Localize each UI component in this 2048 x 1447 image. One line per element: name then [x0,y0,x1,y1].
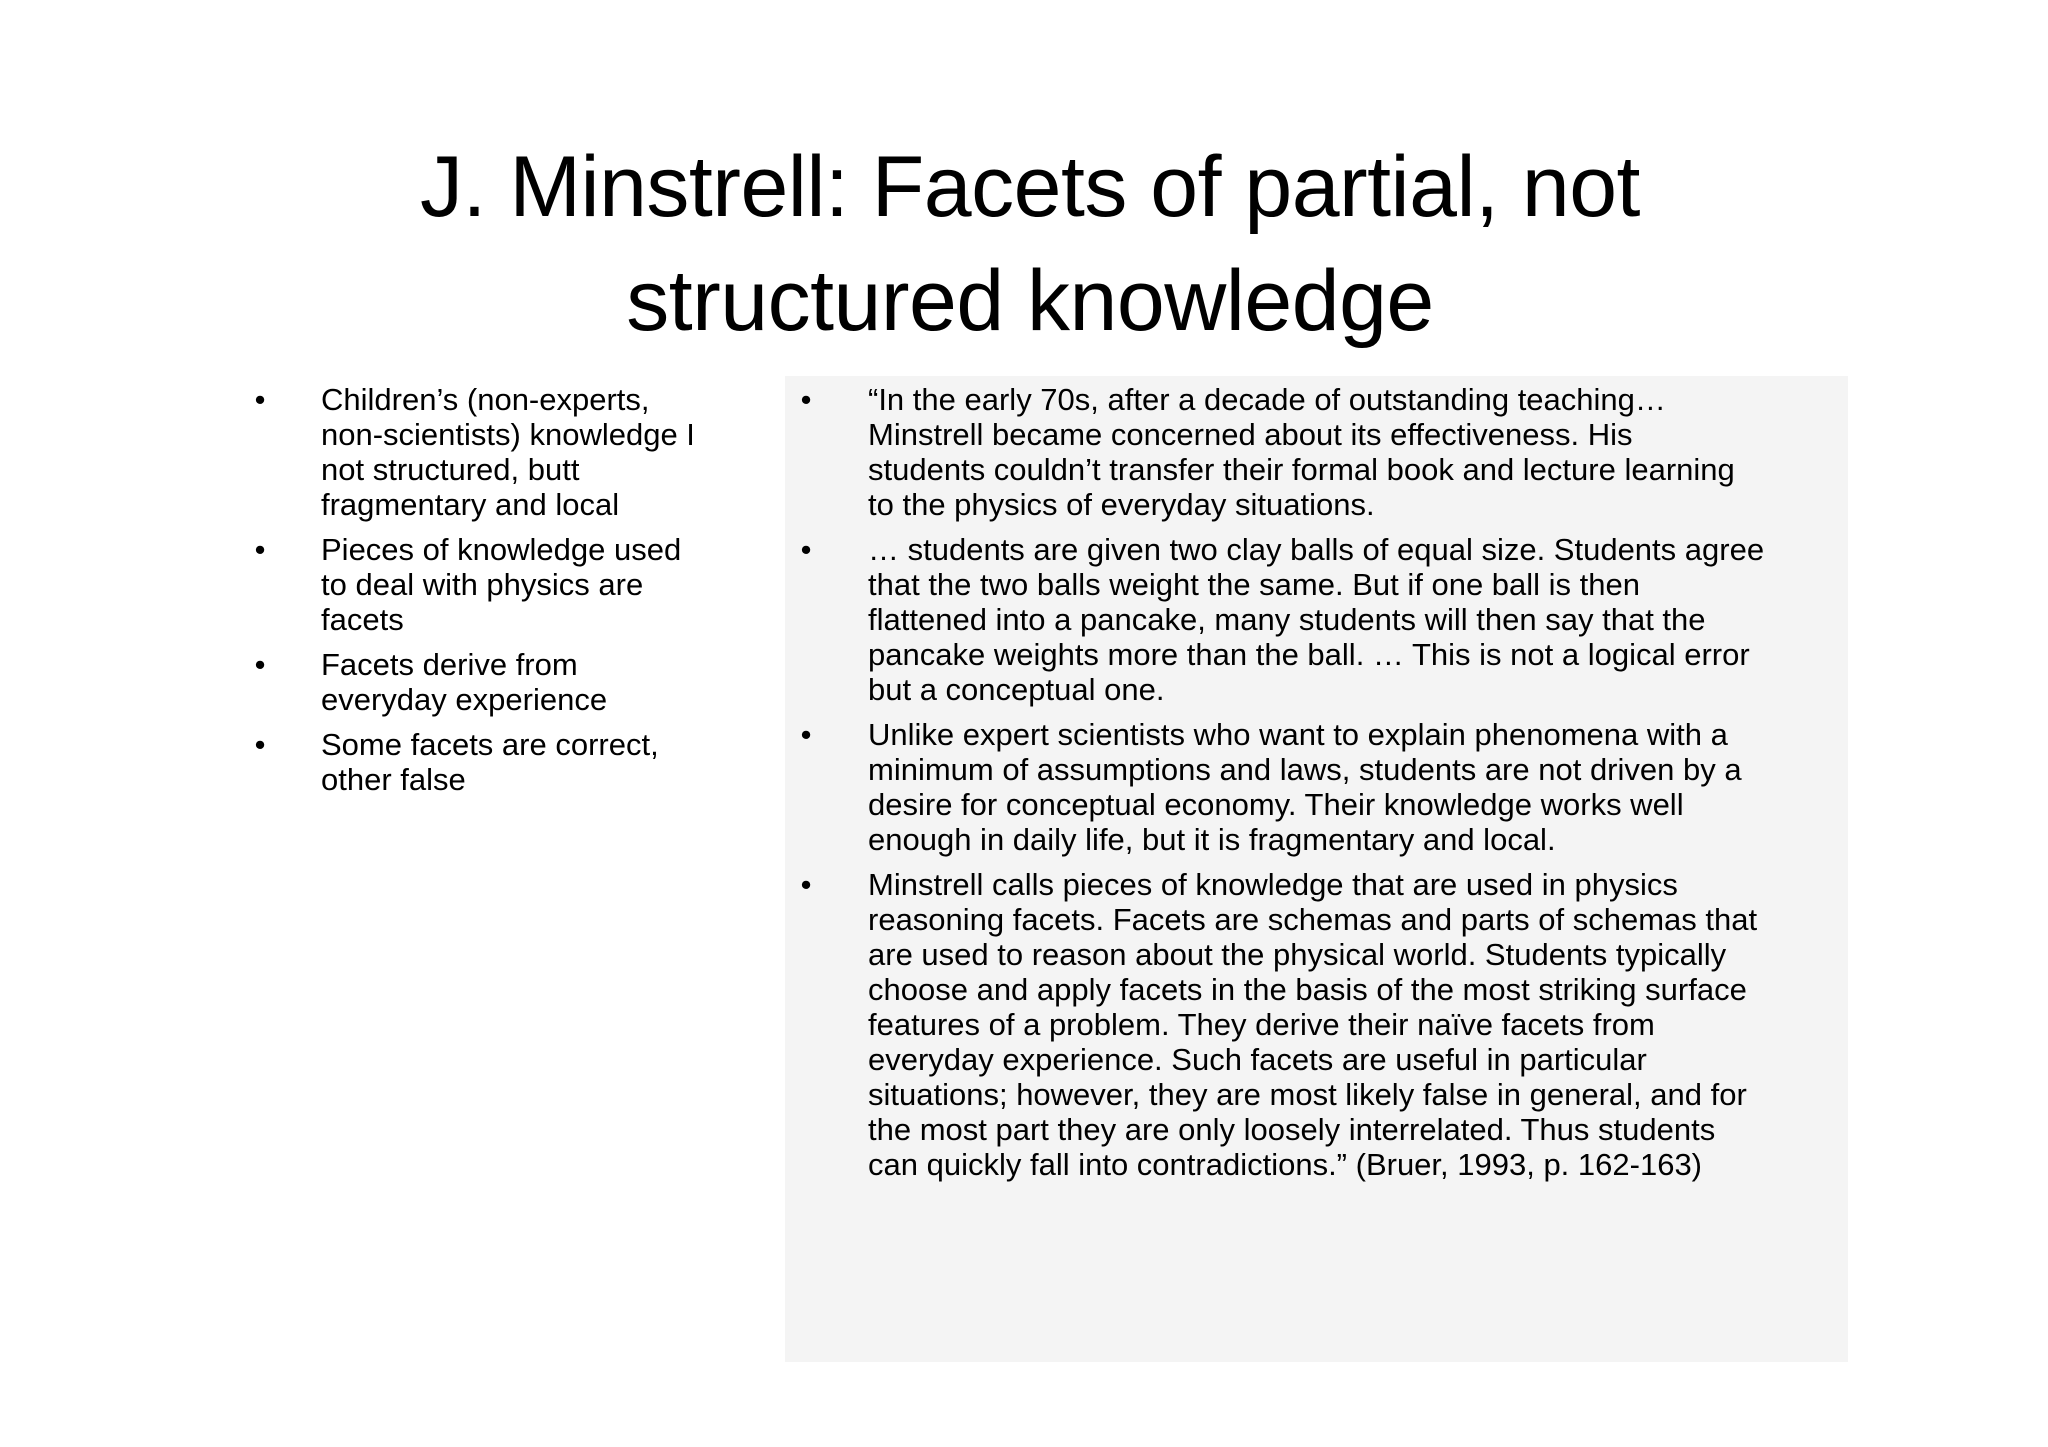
slide-title [330,130,1730,358]
bullet-text-line: enough in daily life, but it is fragmentary and local. [868,822,1556,857]
bullet-text-line: fragmentary and local [321,487,620,522]
list-item [785,717,1848,857]
bullet-text-line: students couldn’t transfer their formal book and lecture learning [868,452,1735,487]
left-bullet-column [250,382,750,807]
bullet-text-line: Minstrell became concerned about its effectiveness. His [868,417,1633,452]
bullet-text-line: situations; however, they are most likely false in general, and for [868,1077,1747,1112]
list-item [250,727,750,797]
left-bullet-list [250,382,750,797]
bullet-text-line: Pieces of knowledge used [321,532,682,567]
list-item [785,532,1848,707]
bullet-text-line: choose and apply facets in the basis of the most striking surface [868,972,1747,1007]
bullet-text-line: Minstrell calls pieces of knowledge that are used in physics [868,867,1678,902]
bullet-text-line: Children’s (non-experts, [321,382,650,417]
bullet-text-line: Unlike expert scientists who want to explain phenomena with a [868,717,1728,752]
quote-panel [785,376,1848,1362]
bullet-text-line: minimum of assumptions and laws, students are not driven by a [868,752,1742,787]
list-item [250,532,750,637]
bullet-icon: • [800,382,812,417]
slide-title-line-2: structured knowledge [626,253,1434,349]
bullet-icon: • [800,717,812,752]
bullet-text-line: everyday experience [321,682,608,717]
bullet-text-line: not structured, butt [321,452,580,487]
bullet-icon: • [254,532,266,567]
bullet-text-line: the most part they are only loosely interrelated. Thus students [868,1112,1716,1147]
bullet-text-line: reasoning facets. Facets are schemas and parts of schemas that [868,902,1758,937]
bullet-text-line: features of a problem. They derive their naïve facets from [868,1007,1655,1042]
bullet-icon: • [254,382,266,417]
bullet-text-line: are used to reason about the physical world. Students typically [868,937,1727,972]
bullet-text-line: other false [321,762,466,797]
bullet-text-line: “In the early 70s, after a decade of outstanding teaching… [868,382,1666,417]
right-bullet-list [785,382,1848,1182]
bullet-text-line: that the two balls weight the same. But if one ball is then [868,567,1641,602]
bullet-text-line: flattened into a pancake, many students will then say that the [868,602,1706,637]
bullet-icon: • [800,867,812,902]
bullet-text-line: everyday experience. Such facets are useful in particular [868,1042,1647,1077]
bullet-text-line: Facets derive from [321,647,578,682]
bullet-text-line: Some facets are correct, [321,727,659,762]
bullet-text-line: but a conceptual one. [868,672,1165,707]
list-item [785,867,1848,1182]
bullet-text-line: can quickly fall into contradictions.” (Bruer, 1993, p. 162-163) [868,1147,1703,1182]
bullet-icon: • [800,532,812,567]
bullet-text-line: pancake weights more than the ball. … This is not a logical error [868,637,1750,672]
bullet-text-line: desire for conceptual economy. Their knowledge works well [868,787,1684,822]
list-item [785,382,1848,522]
list-item [250,382,750,522]
bullet-text-line: to deal with physics are [321,567,644,602]
bullet-text-line: facets [321,602,404,637]
bullet-text-line: to the physics of everyday situations. [868,487,1375,522]
bullet-text-line: non-scientists) knowledge I [321,417,695,452]
slide-title-line-1: J. Minstrell: Facets of partial, not [420,139,1640,235]
bullet-icon: • [254,727,266,762]
bullet-text-line: … students are given two clay balls of equal size. Students agree [868,532,1765,567]
list-item [250,647,750,717]
bullet-icon: • [254,647,266,682]
